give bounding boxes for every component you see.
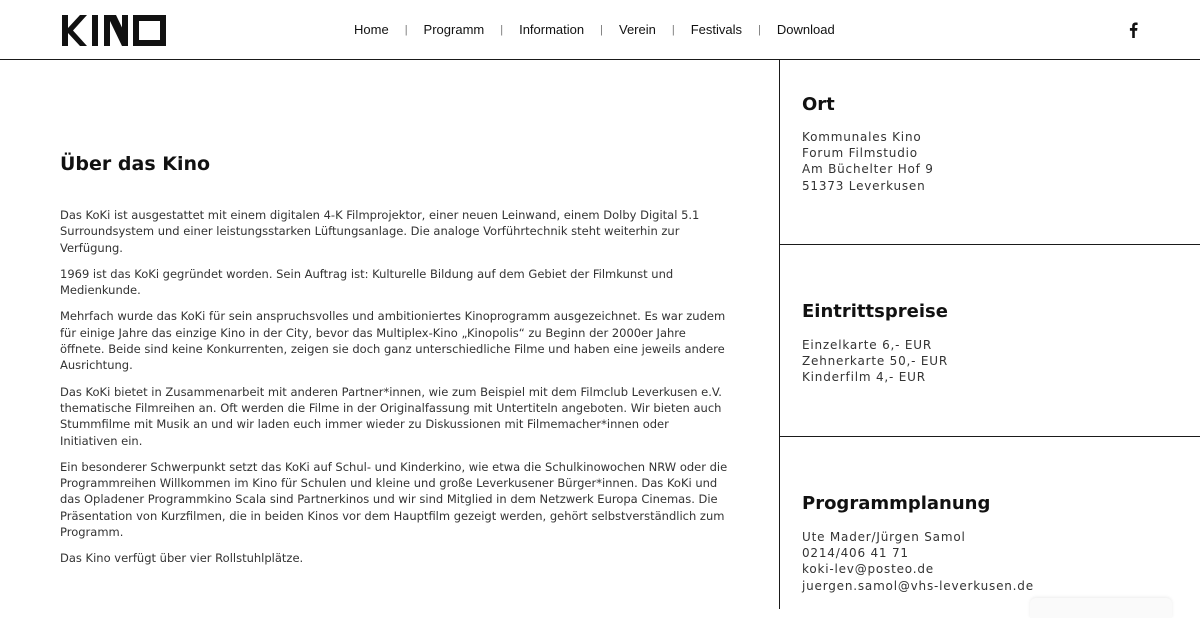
nav-separator: |: [671, 23, 675, 36]
nav-separator: |: [600, 23, 603, 36]
page-title: Über das Kino: [60, 153, 211, 175]
paragraph: 1969 ist das KoKi gegründet worden. Sein Auftrag ist: Kulturelle Bildung auf dem Gebiet der Filmkunst und Medienkunde.: [60, 266, 674, 298]
planung-title: Programmplanung: [802, 493, 991, 514]
info-sidebar: [780, 60, 1200, 609]
address-line: Forum Filmstudio: [802, 146, 918, 161]
facebook-icon[interactable]: [1127, 22, 1139, 38]
price-line: Kinderfilm 4,- EUR: [802, 370, 926, 385]
address-line: 51373 Leverkusen: [802, 178, 926, 193]
email-link-koki[interactable]: koki-lev@posteo.de: [802, 562, 934, 577]
nav-home[interactable]: Home: [354, 22, 389, 37]
ort-address: [802, 129, 934, 194]
main-content: [0, 60, 780, 609]
kino-logo[interactable]: [62, 15, 166, 46]
price-line: Einzelkarte 6,- EUR: [802, 338, 932, 352]
paragraph: Das Kino verfügt über vier Rollstuhlplätze.: [60, 551, 304, 566]
nav-download[interactable]: Download: [776, 22, 835, 37]
nav-verein[interactable]: Verein: [619, 22, 656, 37]
email-link-samol[interactable]: juergen.samol@vhs-leverkusen.de: [802, 578, 1034, 593]
site-header: [0, 0, 1200, 60]
paragraph: Ein besonderer Schwerpunkt setzt das KoKi auf Schul- und Kinderkino, wie etwa die Schulkinowochen NRW oder die Programmreihen Willkommen im Kino für Schulen und kleine und große Leverkusener Bürger*innen. Das KoKi und das Opladener Programmkino Scala sind Partnerkinos und wir sind Mitglied in dem Netzwerk Europa Cinemas. Die Präsentation von Kurzfilmen, die in beiden Kinos vor dem Hauptfilm gezeigt werden, gehört selbstverständlich zum Programm.: [60, 459, 728, 540]
nav-separator: |: [500, 23, 504, 36]
logo-text: [0, 0, 1, 1]
planung-box: [780, 437, 1200, 609]
preise-box: [780, 245, 1200, 437]
contact-name: Ute Mader/Jürgen Samol: [802, 530, 966, 544]
nav-separator: |: [404, 23, 408, 36]
contact-phone: 0214/406 41 71: [802, 546, 909, 561]
nav-separator: |: [758, 23, 761, 36]
bottom-corner-tab[interactable]: [1030, 598, 1172, 618]
nav-programm[interactable]: Programm: [423, 22, 485, 37]
address-line: Kommunales Kino: [802, 130, 922, 144]
nav-information[interactable]: Information: [519, 22, 585, 37]
ort-box: [780, 60, 1200, 245]
planung-contact: [802, 529, 1034, 594]
paragraph: Das KoKi ist ausgestattet mit einem digitalen 4-K Filmprojektor, einer neuen Leinwand, einem Dolby Digital 5.1 Surroundsystem und einer leistungsstarken Lüftungsanlage. Die analoge Vorführtechnik steht weiterhin zur Verfügung.: [60, 208, 700, 255]
nav-festivals[interactable]: Festivals: [690, 22, 743, 37]
address-line: Am Büchelter Hof 9: [802, 162, 934, 177]
paragraph: Das KoKi bietet in Zusammenarbeit mit anderen Partner*innen, wie zum Beispiel mit dem Filmclub Leverkusen e.V. thematische Filmreihen an. Oft werden die Filme in der Originalfassung mit Untertiteln angeboten. Wir bieten auch Stummfilme mit Musik an und wir laden euch immer wieder zu Diskussionen mit Filmemacher*innen oder Initiativen ein.: [60, 384, 722, 448]
price-list: [802, 337, 948, 386]
ort-title: Ort: [802, 94, 835, 115]
article-body: [60, 207, 728, 577]
preise-title: Eintrittspreise: [802, 301, 948, 322]
paragraph: Mehrfach wurde das KoKi für sein anspruchsvolles und ambitioniertes Kinoprogramm ausgezeichnet. Es war zudem für einige Jahre das einzige Kino in der City, bevor das Multiplex-Kino „Kinopolis“ zu Beginn der 2000er Jahre öffnete. Beide sind keine Konkurrenten, zeigen sie doch ganz unterschiedliche Filme und haben eine jeweils andere Ausrichtung.: [60, 309, 726, 373]
price-line: Zehnerkarte 50,- EUR: [802, 354, 948, 369]
main-nav: [354, 22, 835, 37]
